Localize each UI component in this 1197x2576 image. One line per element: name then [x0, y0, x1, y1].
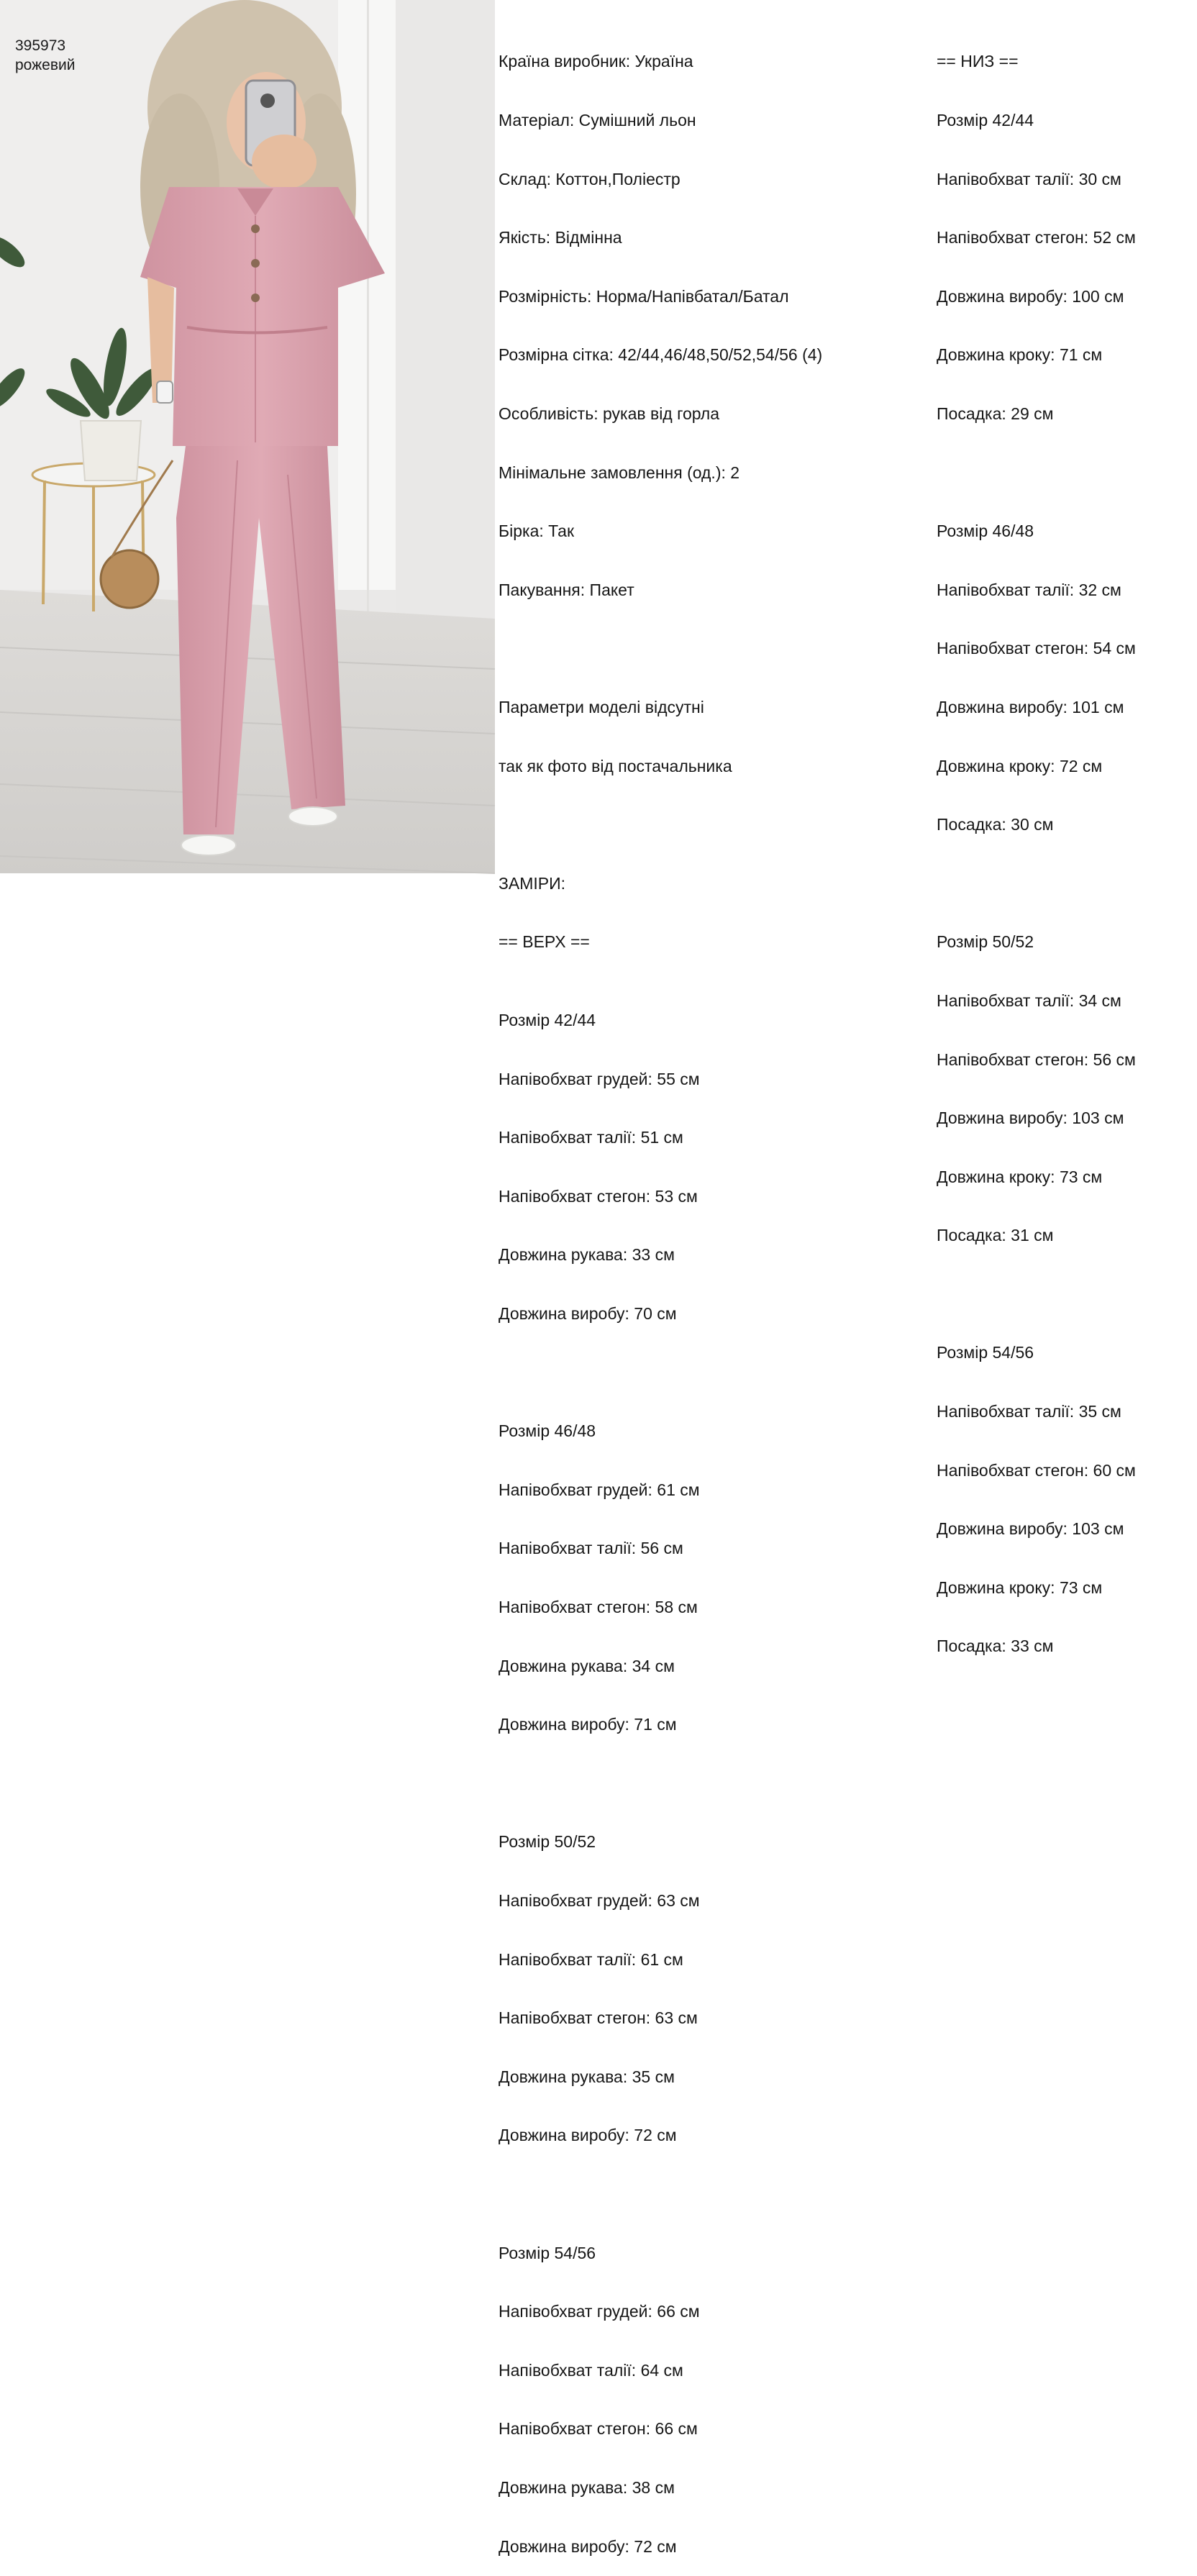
measure-line: Довжина виробу: 103 см	[937, 1109, 1124, 1128]
bottom-section-title: == НИЗ ==	[937, 52, 1019, 71]
spec-line: Розмірність: Норма/Напівбатал/Батал	[499, 286, 789, 306]
bottom-size-heading: Розмір 50/52	[937, 932, 1034, 952]
measure-line: Напівобхват стегон: 58 см	[499, 1598, 698, 1617]
measure-line: Довжина виробу: 101 см	[937, 697, 1124, 716]
measure-line: Напівобхват талії: 61 см	[499, 1949, 683, 1969]
spec-line: Розмірна сітка: 42/44,46/48,50/52,54/56 (4)	[499, 345, 823, 365]
measure-line: Довжина кроку: 71 см	[937, 345, 1103, 365]
bottom-size-heading: Розмір 42/44	[937, 111, 1034, 129]
measure-line: Довжина рукава: 38 см	[499, 2477, 675, 2497]
note-line: Параметри моделі відсутні	[499, 697, 704, 716]
measure-line: Довжина рукава: 34 см	[499, 1656, 675, 1675]
measure-line: Посадка: 30 см	[937, 815, 1054, 834]
spec-line: Бірка: Так	[499, 522, 575, 541]
measure-line: Напівобхват грудей: 61 см	[499, 1480, 700, 1499]
measure-line: Посадка: 29 см	[937, 404, 1054, 423]
measure-line: Напівобхват стегон: 66 см	[499, 2419, 698, 2439]
top-size-heading: Розмір 50/52	[499, 1832, 596, 1852]
top-size-heading: Розмір 46/48	[499, 1421, 596, 1441]
measure-line: Напівобхват стегон: 60 см	[937, 1460, 1136, 1480]
spec-line: Країна виробник: Україна	[499, 52, 693, 71]
measure-line: Напівобхват стегон: 54 см	[937, 639, 1136, 658]
note-line: так як фото від постачальника	[499, 756, 732, 775]
top-size-heading: Розмір 42/44	[499, 1011, 596, 1030]
bottom-size-heading: Розмір 46/48	[937, 522, 1034, 541]
measure-line: Напівобхват стегон: 56 см	[937, 1050, 1136, 1069]
measure-line: Довжина виробу: 72 см	[499, 2126, 677, 2145]
specs-column	[499, 13, 822, 2576]
measure-line: Напівобхват грудей: 66 см	[499, 2302, 700, 2321]
measure-line: Напівобхват талії: 34 см	[937, 991, 1121, 1010]
product-sku: 395973	[15, 37, 66, 54]
measure-line: Напівобхват грудей: 55 см	[499, 1069, 700, 1088]
spec-line: Якість: Відмінна	[499, 228, 622, 247]
measure-line: Довжина кроку: 73 см	[937, 1167, 1103, 1186]
measure-line: Напівобхват талії: 51 см	[499, 1128, 683, 1147]
spec-line: Склад: Коттон,Поліестр	[499, 169, 681, 188]
product-label	[15, 36, 75, 75]
product-color: рожевий	[15, 57, 76, 73]
measure-line: Напівобхват талії: 32 см	[937, 580, 1121, 599]
measure-line: Напівобхват талії: 35 см	[937, 1402, 1121, 1421]
measure-line: Напівобхват талії: 30 см	[937, 169, 1121, 188]
measure-line: Довжина виробу: 70 см	[499, 1304, 677, 1324]
bottom-size-heading: Розмір 54/56	[937, 1343, 1034, 1362]
measure-line: Напівобхват стегон: 63 см	[499, 2008, 698, 2028]
measure-line: Довжина виробу: 72 см	[499, 2536, 677, 2556]
measure-line: Довжина виробу: 103 см	[937, 1519, 1124, 1539]
top-size-heading: Розмір 54/56	[499, 2243, 596, 2262]
measure-line: Довжина кроку: 72 см	[937, 756, 1103, 775]
measure-line: Посадка: 31 см	[937, 1226, 1054, 1245]
product-photo	[0, 0, 495, 873]
measure-line: Довжина рукава: 35 см	[499, 2067, 675, 2086]
measure-line: Напівобхват грудей: 63 см	[499, 1891, 700, 1911]
measure-line: Довжина рукава: 33 см	[499, 1245, 675, 1265]
measure-line: Довжина кроку: 73 см	[937, 1578, 1103, 1597]
spec-line: Пакування: Пакет	[499, 580, 634, 599]
top-section-title: == ВЕРХ ==	[499, 932, 590, 952]
measure-line: Напівобхват талії: 64 см	[499, 2360, 683, 2380]
spec-line: Мінімальне замовлення (од.): 2	[499, 463, 740, 482]
measure-line: Довжина виробу: 100 см	[937, 286, 1124, 306]
measurements-title: ЗАМІРИ:	[499, 873, 566, 893]
measure-line: Посадка: 33 см	[937, 1637, 1054, 1656]
measure-line: Напівобхват талії: 56 см	[499, 1539, 683, 1558]
measure-line: Напівобхват стегон: 53 см	[499, 1186, 698, 1206]
spec-line: Матеріал: Сумішний льон	[499, 111, 696, 129]
spec-line: Особливість: рукав від горла	[499, 404, 720, 423]
bottom-measurements-column	[937, 13, 1136, 1676]
measure-line: Напівобхват стегон: 52 см	[937, 228, 1136, 247]
measure-line: Довжина виробу: 71 см	[499, 1715, 677, 1734]
model-illustration	[0, 0, 495, 873]
